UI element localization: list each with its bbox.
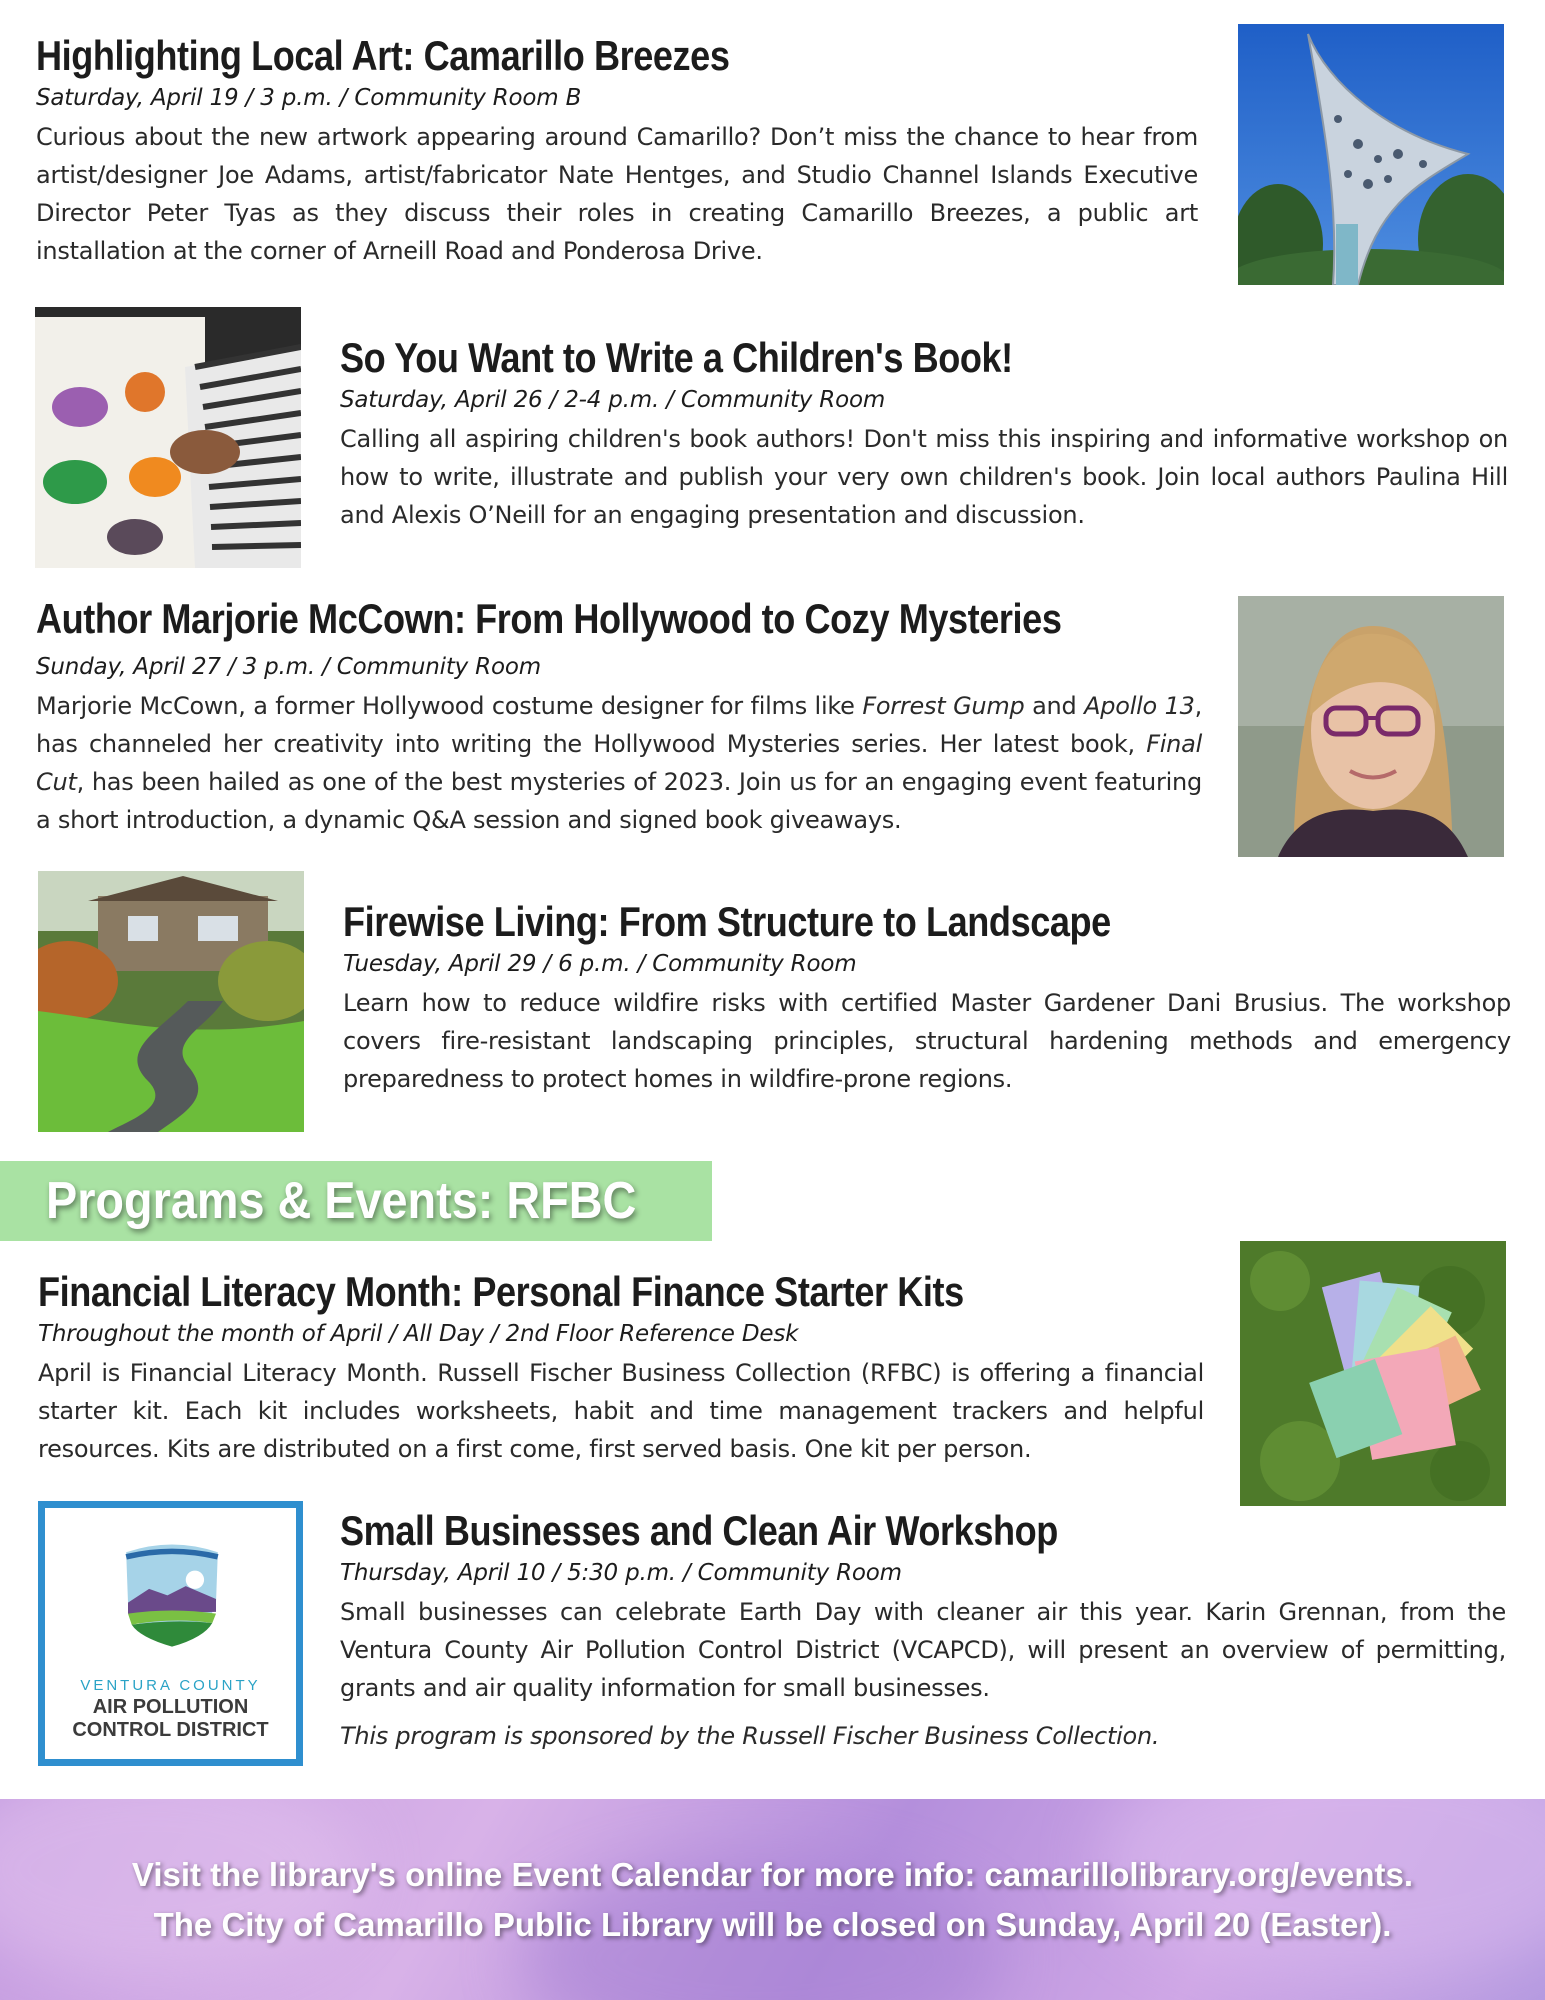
vcapcd-shield-icon [117,1536,227,1651]
event-title: Financial Literacy Month: Personal Finance Starter Kits [38,1268,964,1315]
footer-closure-notice: The City of Camarillo Public Library will be closed on Sunday, April 20 (Easter). [153,1906,1392,1943]
event-description: Calling all aspiring children's book authors! Don't miss this inspiring and informative workshop on how to write, illustrate and publish your very own children's book. Join local authors Paulina Hill and Alexis O’Neill for an engaging presentation and discussion. [340,425,1508,529]
description-text: , has been hailed as one of the best mysteries of 2023. Join us for an engaging event featuring a short introduction, a dynamic Q&A session and signed book giveaways. [36,768,1202,834]
event-clean-air-workshop [340,1505,1506,1755]
finance-kit-photo [1240,1241,1506,1506]
sponsor-note: This program is sponsored by the Russell Fischer Business Collection. [340,1722,1160,1750]
footer-banner [0,1799,1545,2000]
film-title: Apollo 13 [1084,692,1195,720]
event-meta: Saturday, April 19 / 3 p.m. / Community Room B [36,85,582,111]
event-financial-literacy [38,1266,1204,1468]
section-heading: Programs & Events: RFBC [46,1172,637,1230]
event-title: So You Want to Write a Children's Book! [340,334,1013,381]
event-title: Highlighting Local Art: Camarillo Breezes [36,32,730,79]
description-text: , has channeled her creativity into writing the Hollywood Mysteries series. Her latest book, [36,692,1203,758]
logo-line-2: AIR POLLUTION [92,1696,249,1718]
logo-line-1: VENTURA COUNTY [80,1677,261,1694]
childrens-book-photo [35,307,301,568]
event-meta: Saturday, April 26 / 2-4 p.m. / Community Room [340,387,886,413]
description-text: Marjorie McCown, a former Hollywood costume designer for films like [36,692,863,720]
book-title: Final Cut [36,730,1202,796]
event-meta: Sunday, April 27 / 3 p.m. / Community Room [36,654,541,680]
event-description: April is Financial Literacy Month. Russell Fischer Business Collection (RFBC) is offering a financial starter kit. Each kit includes worksheets, habit and time management trackers and helpful resources. Kits are distributed on a first come, first served basis. One kit per person. [38,1359,1204,1463]
event-meta: Throughout the month of April / All Day / 2nd Floor Reference Desk [38,1321,799,1347]
author-portrait-photo [1238,596,1504,857]
event-description: Learn how to reduce wildfire risks with certified Master Gardener Dani Brusius. The workshop covers fire-resistant landscaping principles, structural hardening methods and emergency preparedness to protect homes in wildfire-prone regions. [343,989,1511,1093]
event-camarillo-breezes [36,30,1198,270]
event-title: Firewise Living: From Structure to Landscape [343,898,1111,945]
event-marjorie-mccown [36,593,1202,839]
event-meta: Tuesday, April 29 / 6 p.m. / Community Room [343,951,857,977]
event-description: Small businesses can celebrate Earth Day with cleaner air this year. Karin Grennan, from the Ventura County Air Pollution Control District (VCAPCD), will present an overview of permitting, grants and air quality information for small businesses. [340,1598,1506,1702]
event-description [36,687,1202,839]
vcapcd-logo [38,1501,303,1766]
footer-calendar-link[interactable]: Visit the library's online Event Calendar for more info: camarillolibrary.org/events. [131,1856,1414,1893]
event-title: Author Marjorie McCown: From Hollywood to Cozy Mysteries [36,595,1062,642]
film-title: Forrest Gump [862,692,1025,720]
section-banner-rfbc [0,1161,712,1241]
event-description: Curious about the new artwork appearing around Camarillo? Don’t miss the chance to hear from artist/designer Joe Adams, artist/fabricator Nate Hentges, and Studio Channel Islands Executive Director Peter Tyas as they discuss their roles in creating Camarillo Breezes, a public art installation at the corner of Arneill Road and Ponderosa Drive. [36,123,1198,265]
description-text: and [1024,692,1085,720]
event-meta: Thursday, April 10 / 5:30 p.m. / Community Room [340,1560,902,1586]
sculpture-photo [1238,24,1504,285]
event-childrens-book [340,332,1508,534]
event-title: Small Businesses and Clean Air Workshop [340,1507,1058,1554]
garden-path-photo [38,871,304,1132]
logo-line-3: CONTROL DISTRICT [72,1719,269,1741]
event-firewise-living [343,896,1511,1098]
